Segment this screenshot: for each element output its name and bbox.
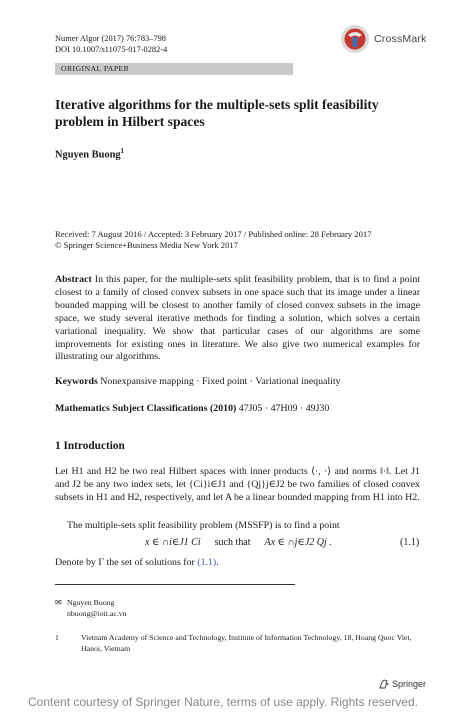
author-name: Nguyen Buong [55,149,121,161]
intro-paragraph-1: Let H1 and H2 be two real Hilbert spaces with inner products ⟨·, ·⟩ and norms ‖·‖. Let J1 and J2 be any two index sets, let {Ci}i∈J1 and {Qj}j∈J2 be two families of closed convex subsets in H1 and H2, respectively, and let A be a linear bounded mapping from H1 into H2. [55,466,420,503]
keywords-text: Nonexpansive mapping · Fixed point · Variational inequality [100,376,341,387]
crossmark-label: CrossMark [374,33,427,45]
dates-line: Received: 7 August 2016 / Accepted: 3 February 2017 / Published online: 28 February 2017 [55,229,372,239]
journal-info [55,33,167,55]
para3-end: . [216,557,219,568]
springer-logo [378,678,426,690]
equation-reference-link[interactable]: (1.1) [197,557,217,568]
equation-connector: such that [214,537,251,548]
affiliation-footnote [55,633,420,654]
footnote-divider [55,584,295,585]
article-type-banner: ORIGINAL PAPER [55,63,293,75]
intro-paragraph-2: The multiple-sets split feasibility problem (MSSFP) is to find a point [67,520,340,531]
equation-right: Ax ∈ ∩j∈J2 Qj . [264,537,332,548]
corresponding-author [55,598,127,619]
affiliation-number: 1 [55,633,59,642]
crossmark-icon [340,24,370,54]
contact-email[interactable]: nbuong@ioit.ac.vn [67,608,127,618]
springer-label: Springer [392,679,427,689]
abstract [55,274,420,364]
author-affiliation-marker: 1 [120,147,125,155]
copyright-line: © Springer Science+Business Media New York 2017 [55,240,238,250]
para3-text: Denote by Γ the set of solutions for [55,557,198,568]
equation-1-1 [145,537,332,548]
intro-paragraph-3 [55,557,420,570]
section-heading-introduction: 1 Introduction [55,440,125,452]
abstract-label: Abstract [55,274,92,285]
contact-name: Nguyen Buong [67,598,115,607]
equation-left: x ∈ ∩i∈J1 Ci [145,537,201,548]
author[interactable] [55,147,124,160]
article-title: Iterative algorithms for the multiple-sets split feasibility problem in Hilbert spaces [55,97,379,129]
springer-horse-icon [378,678,390,690]
envelope-icon: ✉ [55,598,62,607]
abstract-text: In this paper, for the multiple-sets split feasibility problem, that is to find a point closest to a family of closed convex subsets in one space such that its image under a linear bounded mapping will be closest to another family of closed convex subsets in the image space, we study several iterative methods for finding a solution, which solves a certain variational inequality. We show that particular cases of our algorithms are some improvements for existing ones in literature. We also give two numerical examples for illustrating our algorithms. [55,274,420,363]
affiliation-text: Vietnam Academy of Science and Technology, Institute of Information Technology, 18, Hoang Quoc Viet, Hanoi, Vietnam [81,633,412,653]
publication-history [55,229,425,251]
equation-number: (1.1) [400,537,420,548]
doi: DOI 10.1007/s11075-017-0282-4 [55,45,168,54]
crossmark-badge[interactable] [340,22,450,56]
footer-notice: Content courtesy of Springer Nature, terms of use apply. Rights reserved. [28,695,418,709]
keywords [55,376,420,389]
journal-citation: Numer Algor (2017) 76:783–798 [55,34,166,43]
keywords-label: Keywords [55,376,98,387]
msc-codes: 47J05 · 47H09 · 49J30 [238,403,330,414]
msc-classification [55,403,420,416]
msc-label: Mathematics Subject Classifications (2010) [55,403,237,414]
